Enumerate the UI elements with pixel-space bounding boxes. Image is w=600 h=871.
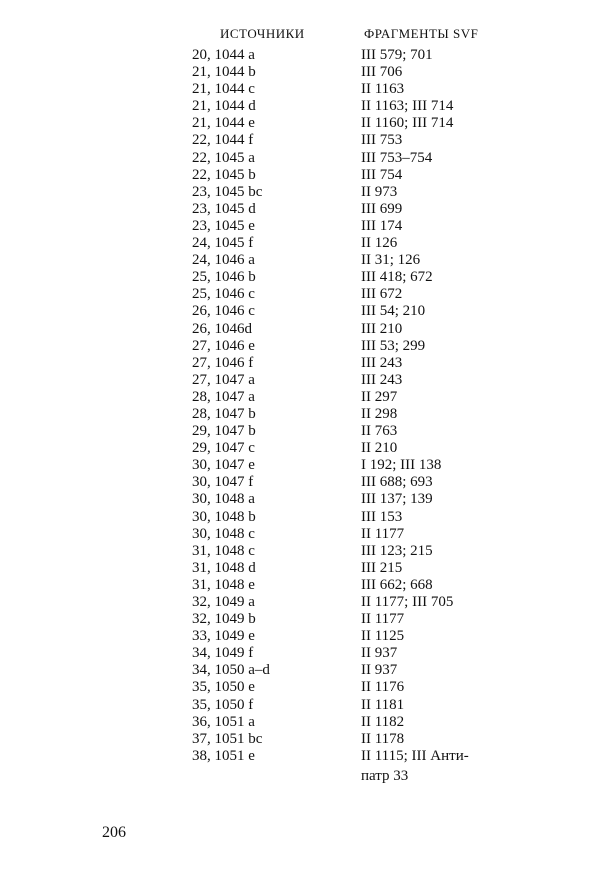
source-cell: 29, 1047 b bbox=[192, 423, 256, 440]
fragment-cell: II 1160; III 714 bbox=[361, 115, 454, 132]
table-row bbox=[0, 150, 600, 167]
source-cell: 30, 1048 c bbox=[192, 525, 255, 542]
table-row bbox=[0, 457, 600, 474]
source-cell: 30, 1047 e bbox=[192, 457, 255, 474]
fragment-cell: II 126 bbox=[361, 235, 398, 252]
fragment-cell: III 672 bbox=[361, 286, 403, 303]
fragment-cell: III 137; 139 bbox=[361, 491, 433, 508]
fragment-cell: II 937 bbox=[361, 645, 398, 662]
concordance-table bbox=[0, 47, 600, 786]
table-row bbox=[0, 423, 600, 440]
table-row bbox=[0, 338, 600, 355]
table-row bbox=[0, 252, 600, 269]
fragment-cell: III 688; 693 bbox=[361, 474, 433, 491]
sources-column-header: ИСТОЧНИКИ bbox=[220, 26, 305, 41]
table-row bbox=[0, 115, 600, 132]
fragment-cell: III 418; 672 bbox=[361, 269, 433, 286]
table-row bbox=[0, 132, 600, 149]
source-cell: 23, 1045 bc bbox=[192, 183, 263, 200]
table-row bbox=[0, 218, 600, 235]
source-cell: 22, 1045 b bbox=[192, 166, 256, 183]
fragment-cell: II 210 bbox=[361, 440, 398, 457]
source-cell: 38, 1051 e bbox=[192, 747, 255, 764]
fragment-cell: III 53; 299 bbox=[361, 337, 426, 354]
fragment-cell: II 1182 bbox=[361, 713, 405, 730]
source-cell: 27, 1046 e bbox=[192, 337, 255, 354]
fragment-cell: II 973 bbox=[361, 183, 398, 200]
table-row bbox=[0, 662, 600, 679]
fragment-cell: III 153 bbox=[361, 508, 403, 525]
table-row bbox=[0, 526, 600, 543]
source-cell: 33, 1049 e bbox=[192, 628, 255, 645]
source-cell: 30, 1047 f bbox=[192, 474, 254, 491]
fragment-cell: I 192; III 138 bbox=[361, 457, 442, 474]
fragment-cell: II 1177 bbox=[361, 611, 405, 628]
fragment-line: II 1115; III Анти- bbox=[361, 747, 469, 764]
table-row bbox=[0, 286, 600, 303]
table-row bbox=[0, 372, 600, 389]
table-row bbox=[0, 47, 600, 64]
table-row bbox=[0, 98, 600, 115]
table-row bbox=[0, 389, 600, 406]
source-cell: 24, 1046 a bbox=[192, 252, 255, 269]
fragment-cell: III 174 bbox=[361, 217, 403, 234]
table-row bbox=[0, 594, 600, 611]
source-cell: 21, 1044 b bbox=[192, 64, 256, 81]
source-cell: 35, 1050 f bbox=[192, 696, 254, 713]
fragment-cell: III 699 bbox=[361, 200, 403, 217]
source-cell: 32, 1049 b bbox=[192, 611, 256, 628]
table-header bbox=[0, 26, 600, 46]
source-cell: 31, 1048 d bbox=[192, 559, 256, 576]
fragment-cell: III 210 bbox=[361, 320, 403, 337]
table-row bbox=[0, 628, 600, 645]
source-cell: 31, 1048 e bbox=[192, 576, 255, 593]
fragments-column-header: ФРАГМЕНТЫ SVF bbox=[364, 26, 479, 41]
source-cell: 23, 1045 e bbox=[192, 217, 255, 234]
table-row bbox=[0, 731, 600, 748]
fragment-cell: III 123; 215 bbox=[361, 542, 433, 559]
table-row bbox=[0, 543, 600, 560]
fragment-cell: II 1177; III 705 bbox=[361, 594, 454, 610]
source-cell: 29, 1047 c bbox=[192, 440, 255, 457]
source-cell: 26, 1046d bbox=[192, 320, 252, 337]
table-row bbox=[0, 355, 600, 372]
fragment-cell: III 706 bbox=[361, 64, 403, 81]
table-row bbox=[0, 81, 600, 98]
source-cell: 22, 1045 a bbox=[192, 149, 255, 166]
source-cell: 35, 1050 e bbox=[192, 679, 255, 696]
source-cell: 34, 1049 f bbox=[192, 645, 254, 662]
table-row bbox=[0, 697, 600, 714]
source-cell: 23, 1045 d bbox=[192, 200, 256, 217]
page-number: 206 bbox=[102, 824, 126, 841]
fragment-cell: II 1163; III 714 bbox=[361, 98, 454, 115]
table-row bbox=[0, 440, 600, 457]
table-row bbox=[0, 167, 600, 184]
table-row bbox=[0, 303, 600, 320]
fragment-cell: III 753–754 bbox=[361, 149, 433, 166]
table-row bbox=[0, 748, 600, 786]
table-row bbox=[0, 560, 600, 577]
source-cell: 25, 1046 c bbox=[192, 286, 255, 303]
source-cell: 31, 1048 c bbox=[192, 542, 255, 559]
source-cell: 20, 1044 a bbox=[192, 47, 255, 63]
fragment-cell bbox=[361, 748, 469, 785]
fragment-line: патр 33 bbox=[361, 767, 409, 784]
source-cell: 32, 1049 a bbox=[192, 594, 255, 610]
table-row bbox=[0, 235, 600, 252]
fragment-cell: II 298 bbox=[361, 405, 398, 422]
source-cell: 25, 1046 b bbox=[192, 269, 256, 286]
fragment-cell: II 297 bbox=[361, 388, 398, 405]
fragment-cell: III 754 bbox=[361, 166, 403, 183]
source-cell: 27, 1046 f bbox=[192, 354, 254, 371]
source-cell: 26, 1046 c bbox=[192, 303, 255, 320]
table-row bbox=[0, 714, 600, 731]
fragment-cell: II 1125 bbox=[361, 628, 405, 645]
fragment-cell: III 215 bbox=[361, 559, 403, 576]
source-cell: 21, 1044 e bbox=[192, 115, 255, 132]
fragment-cell: III 662; 668 bbox=[361, 576, 433, 593]
source-cell: 36, 1051 a bbox=[192, 713, 255, 730]
fragment-cell: III 243 bbox=[361, 354, 403, 371]
table-row bbox=[0, 321, 600, 338]
source-cell: 21, 1044 d bbox=[192, 98, 256, 115]
fragment-cell: II 937 bbox=[361, 662, 398, 679]
fragment-cell: II 1181 bbox=[361, 696, 405, 713]
table-row bbox=[0, 509, 600, 526]
source-cell: 22, 1044 f bbox=[192, 132, 254, 149]
table-row bbox=[0, 577, 600, 594]
fragment-cell: II 763 bbox=[361, 423, 398, 440]
source-cell: 28, 1047 b bbox=[192, 405, 256, 422]
source-cell: 28, 1047 a bbox=[192, 388, 255, 405]
source-cell: 27, 1047 a bbox=[192, 371, 255, 388]
table-row bbox=[0, 64, 600, 81]
fragment-cell: III 579; 701 bbox=[361, 47, 433, 63]
table-row bbox=[0, 611, 600, 628]
table-row bbox=[0, 491, 600, 508]
source-cell: 30, 1048 b bbox=[192, 508, 256, 525]
table-row bbox=[0, 201, 600, 218]
table-row bbox=[0, 645, 600, 662]
source-cell: 34, 1050 a–d bbox=[192, 662, 270, 679]
source-cell: 21, 1044 c bbox=[192, 81, 255, 98]
table-row bbox=[0, 184, 600, 201]
table-row bbox=[0, 269, 600, 286]
fragment-cell: II 1177 bbox=[361, 525, 405, 542]
fragment-cell: II 1176 bbox=[361, 679, 405, 696]
table-row bbox=[0, 406, 600, 423]
source-cell: 37, 1051 bc bbox=[192, 730, 263, 747]
fragment-cell: II 31; 126 bbox=[361, 252, 421, 269]
fragment-cell: III 243 bbox=[361, 371, 403, 388]
table-row bbox=[0, 679, 600, 696]
fragment-cell: III 753 bbox=[361, 132, 403, 149]
source-cell: 24, 1045 f bbox=[192, 235, 254, 252]
fragment-cell: II 1178 bbox=[361, 730, 405, 747]
fragment-cell: III 54; 210 bbox=[361, 303, 426, 320]
table-row bbox=[0, 474, 600, 491]
source-cell: 30, 1048 a bbox=[192, 491, 255, 508]
fragment-cell: II 1163 bbox=[361, 81, 405, 98]
